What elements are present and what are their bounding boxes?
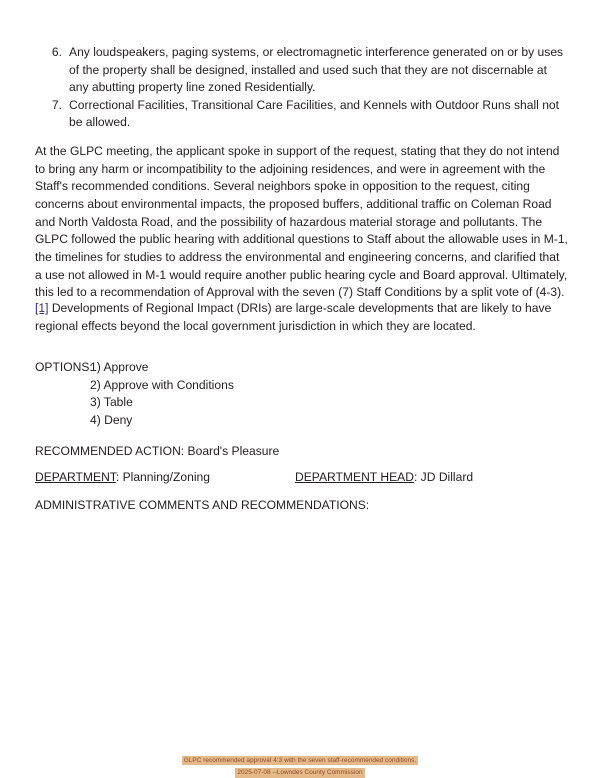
annotation-line-1: GLPC recommended approval 4:3 with the seven staff-recommended conditions. [183,757,417,764]
glpc-meeting-paragraph: At the GLPC meeting, the applicant spoke in support of the request, stating that they do not intend to bring any harm or incompatibility to the adjoining residences, and were in agreement with the Staff's recommended conditions. Several neighbors spoke in opposition to the request, citing concerns about environmental impacts, the proposed buffers, additional traffic on Coleman Road and North Valdosta Road, and the possibility of hazardous material storage and pollutants. The GLPC followed the public hearing with additional questions to Staff about the allowable uses in M-1, the timelines for studies to address the environmental and engineering concerns, and clarified that a use not allowed in M-1 would require another public hearing cycle and Board approval. Ultimately, this led to a recommendation of Approval with the seven (7) Staff Conditions by a split vote of (4-3). [35,144,568,300]
list-item-text: Correctional Facilities, Transitional Care Facilities, and Kennels with Outdoor Runs shall not be allowed. [69,97,560,130]
annotation-banner [0,753,600,778]
options-label: OPTIONS: [35,360,93,374]
recommended-action-label: RECOMMENDED ACTION: [35,444,185,458]
options-row [35,359,234,429]
list-item [47,97,569,132]
department-head-group [295,469,473,487]
option-item-approve-with-conditions: 2) Approve with Conditions [90,377,234,392]
department-head-value: : JD Dillard [413,470,474,484]
options-block [35,359,234,429]
footnote-text: Developments of Regional Impact (DRIs) are large-scale developments that are likely to have regional effects beyond the local government jurisdiction in which they are located. [35,301,552,333]
department-head-label: DEPARTMENT HEAD [295,470,414,484]
recommended-action-value: Board's Pleasure [184,444,280,458]
option-item-approve: 1) Approve [90,360,149,374]
options-list [90,359,234,429]
footnote-reference-link[interactable]: [1] [35,301,49,316]
department-line [35,469,474,487]
list-item [47,44,569,97]
administrative-comments-label: ADMINISTRATIVE COMMENTS AND RECOMMENDATIONS: [35,498,370,512]
footnote-paragraph [35,300,569,335]
option-item-deny: 4) Deny [90,412,133,427]
recommended-action-line [35,443,279,461]
list-item-text: Any loudspeakers, paging systems, or electromagnetic interference generated on or by uses of the property shall be designed, installed and used such that they are not discernable at any abutting property line zoned Residentially. [69,45,564,95]
annotation-line-2: 2025-07-08 --Lowndes County Commission [237,769,363,777]
department-value: : Planning/Zoning [115,470,210,484]
annotation-row-1 [0,753,600,765]
option-item-table: 3) Table [90,395,133,410]
list-item-number: 7. [51,97,62,112]
department-label: DEPARTMENT [35,470,116,484]
list-item-number: 6. [51,45,62,59]
staff-conditions-list [47,44,569,132]
